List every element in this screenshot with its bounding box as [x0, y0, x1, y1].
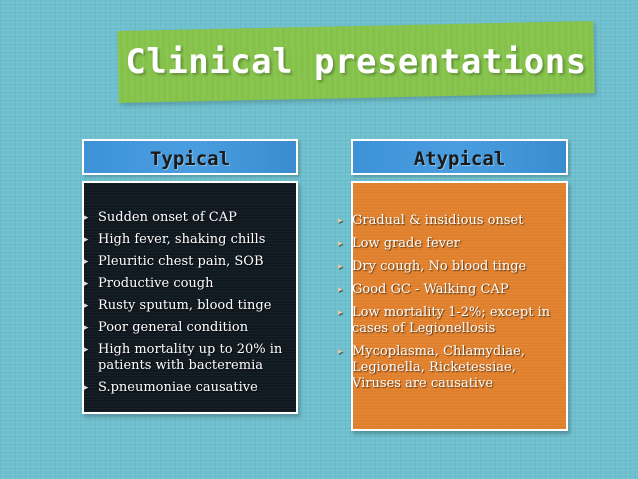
list-item-text: Mycoplasma, Chlamydiae, Legionella, Ricketessiae, Viruses are causative — [352, 344, 525, 391]
list-item — [338, 344, 568, 392]
list-item-text: Low mortality 1-2%; except in cases of Legionellosis — [352, 305, 551, 336]
list-item-text: Rusty sputum, blood tinge — [98, 298, 272, 313]
list-item — [84, 380, 294, 396]
list-item-text: Poor general condition — [98, 320, 249, 335]
typical-heading: Typical — [82, 139, 298, 175]
list-item-text: Low grade fever — [352, 236, 460, 251]
list-item — [84, 342, 294, 374]
list-item — [338, 259, 568, 275]
list-item-text: High fever, shaking chills — [98, 232, 266, 247]
list-item — [338, 305, 568, 337]
slide-title: Clinical presentations — [125, 42, 587, 82]
list-item-text: Good GC - Walking CAP — [352, 282, 509, 297]
triangle-bullet-icon: ▸ — [338, 262, 343, 272]
list-item-text: S.pneumoniae causative — [98, 380, 258, 395]
triangle-bullet-icon: ▸ — [84, 257, 89, 267]
typical-list — [84, 210, 294, 402]
triangle-bullet-icon: ▸ — [84, 345, 89, 355]
list-item — [84, 254, 294, 270]
list-item-text: Gradual & insidious onset — [352, 213, 524, 228]
list-item — [338, 236, 568, 252]
list-item — [84, 298, 294, 314]
list-item — [84, 276, 294, 292]
triangle-bullet-icon: ▸ — [338, 285, 343, 295]
triangle-bullet-icon: ▸ — [84, 279, 89, 289]
list-item-text: Pleuritic chest pain, SOB — [98, 254, 264, 269]
atypical-list — [338, 213, 568, 399]
triangle-bullet-icon: ▸ — [338, 347, 343, 357]
triangle-bullet-icon: ▸ — [338, 239, 343, 249]
list-item — [84, 210, 294, 226]
list-item — [84, 320, 294, 336]
triangle-bullet-icon: ▸ — [84, 383, 89, 393]
list-item — [84, 232, 294, 248]
list-item-text: Dry cough, No blood tinge — [352, 259, 527, 274]
triangle-bullet-icon: ▸ — [84, 323, 89, 333]
atypical-heading: Atypical — [351, 139, 568, 175]
list-item — [338, 213, 568, 229]
list-item-text: Sudden onset of CAP — [98, 210, 237, 225]
triangle-bullet-icon: ▸ — [338, 308, 343, 318]
list-item-text: High mortality up to 20% in patients with bacteremia — [98, 342, 283, 373]
triangle-bullet-icon: ▸ — [84, 213, 89, 223]
list-item-text: Productive cough — [98, 276, 214, 291]
list-item — [338, 282, 568, 298]
triangle-bullet-icon: ▸ — [84, 235, 89, 245]
triangle-bullet-icon: ▸ — [338, 216, 343, 226]
triangle-bullet-icon: ▸ — [84, 301, 89, 311]
